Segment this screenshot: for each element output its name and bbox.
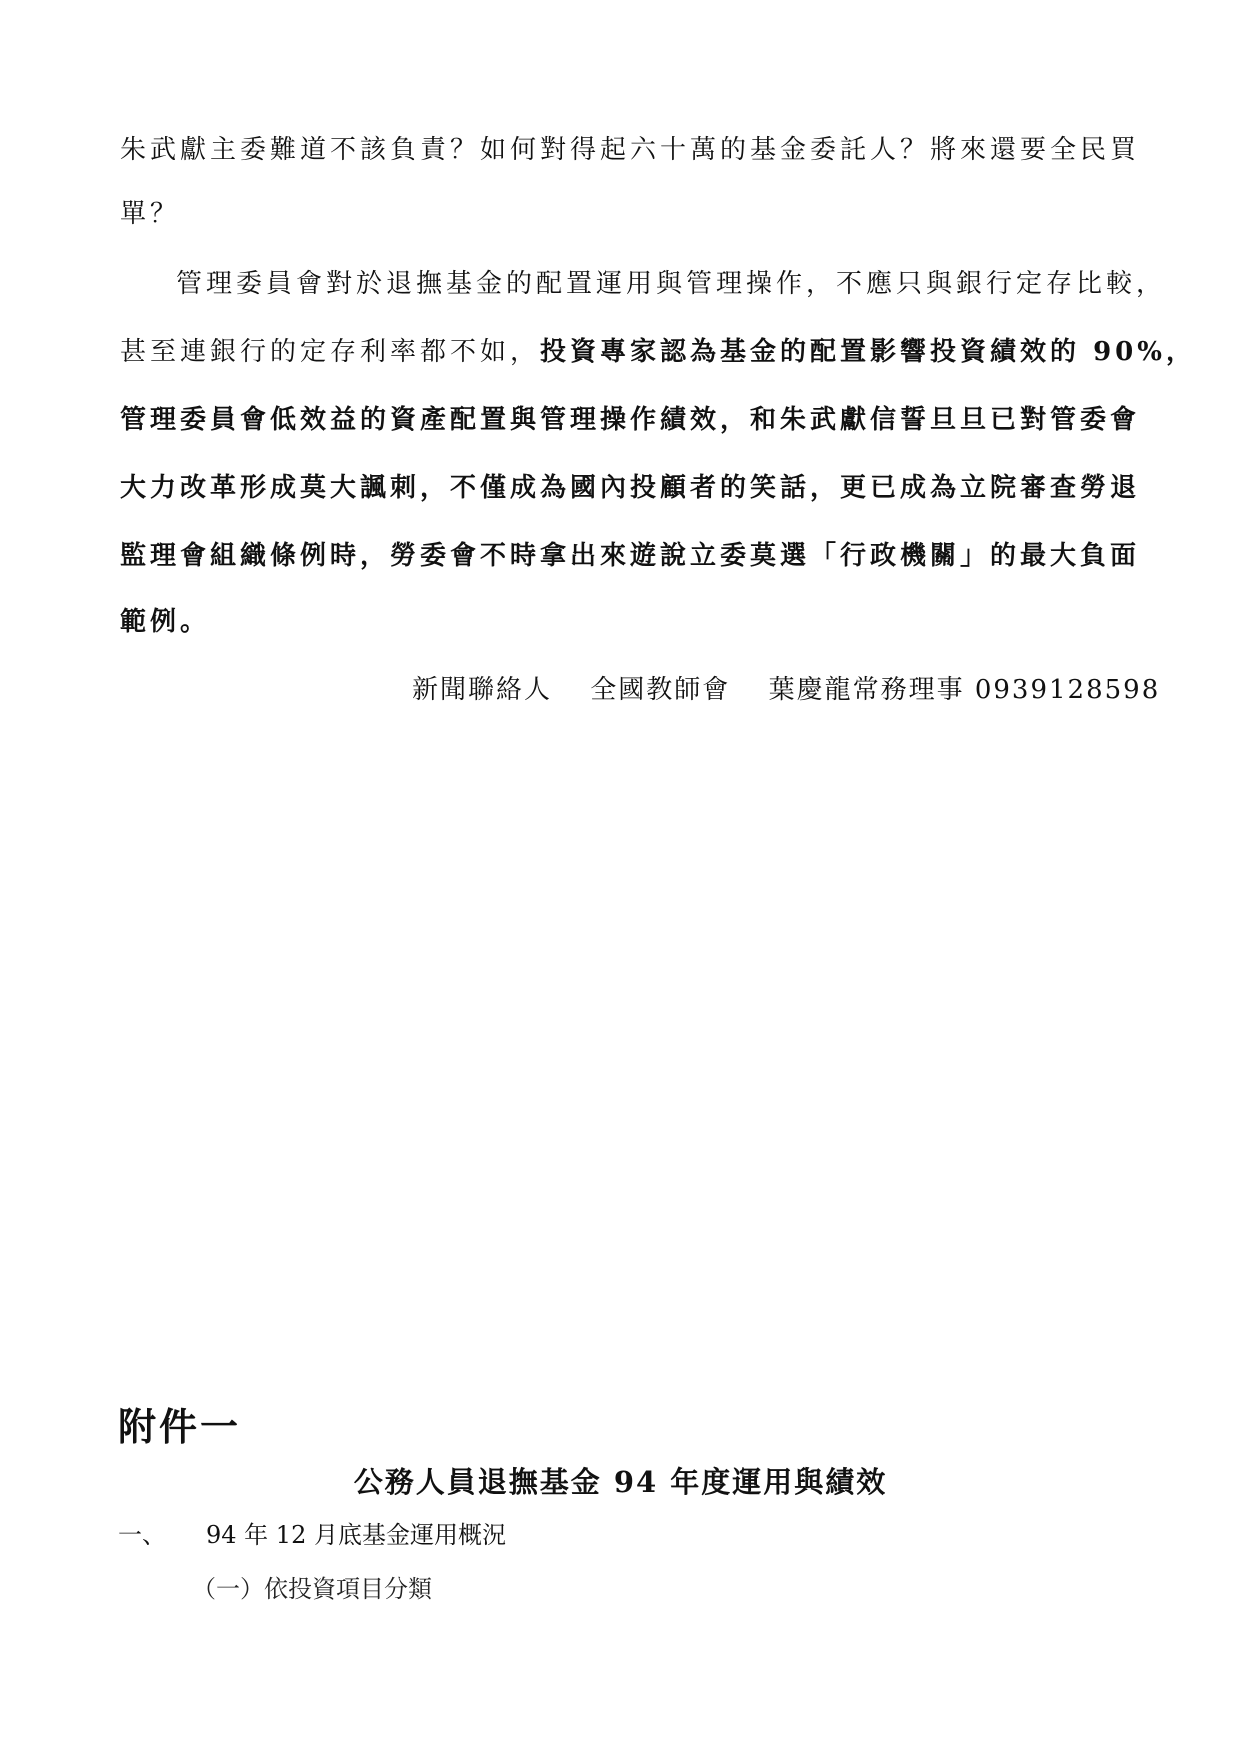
paragraph2-bold-line-1: 管理委員會低效益的資產配置與管理操作績效，和朱武獻信誓旦旦已對管委會 <box>120 405 1141 435</box>
subsection-heading: （一）依投資項目分類 <box>192 1575 432 1603</box>
paragraph2-line-2 <box>120 334 1196 370</box>
paragraph2-bold-line-2: 大力改革形成莫大諷刺，不僅成為國內投顧者的笑話，更已成為立院審查勞退 <box>120 473 1141 503</box>
contact-person: 葉慶龍常務理事 0939128598 <box>768 675 1161 705</box>
paragraph2-line-1: 管理委員會對於退撫基金的配置運用與管理操作，不應只與銀行定存比較， <box>176 269 1167 299</box>
paragraph2-bold-line-3: 監理會組織條例時，勞委會不時拿出來遊說立委莫選「行政機關」的最大負面 <box>120 541 1141 571</box>
paragraph2-line-2-bold: 投資專家認為基金的配置影響投資績效的 90%， <box>540 337 1196 367</box>
press-contact <box>412 672 1160 708</box>
paragraph1-line-1: 朱武獻主委難道不該負責？如何對得起六十萬的基金委託人？將來還要全民買 <box>120 135 1141 165</box>
paragraph2-line-2-normal: 甚至連銀行的定存利率都不如， <box>120 337 541 367</box>
paragraph2-bold-line-4: 範例。 <box>120 607 211 637</box>
contact-label: 新聞聯絡人 <box>412 675 553 705</box>
section-title: 94 年 12 月底基金運用概況 <box>206 1521 506 1549</box>
section-heading <box>118 1518 506 1552</box>
attachment-title: 公務人員退撫基金 94 年度運用與績效 <box>353 1465 888 1499</box>
attachment-heading: 附件一 <box>118 1405 242 1449</box>
contact-org: 全國教師會 <box>590 675 731 705</box>
paragraph1-line-2: 單？ <box>120 199 181 229</box>
section-number: 一、 <box>118 1521 166 1549</box>
